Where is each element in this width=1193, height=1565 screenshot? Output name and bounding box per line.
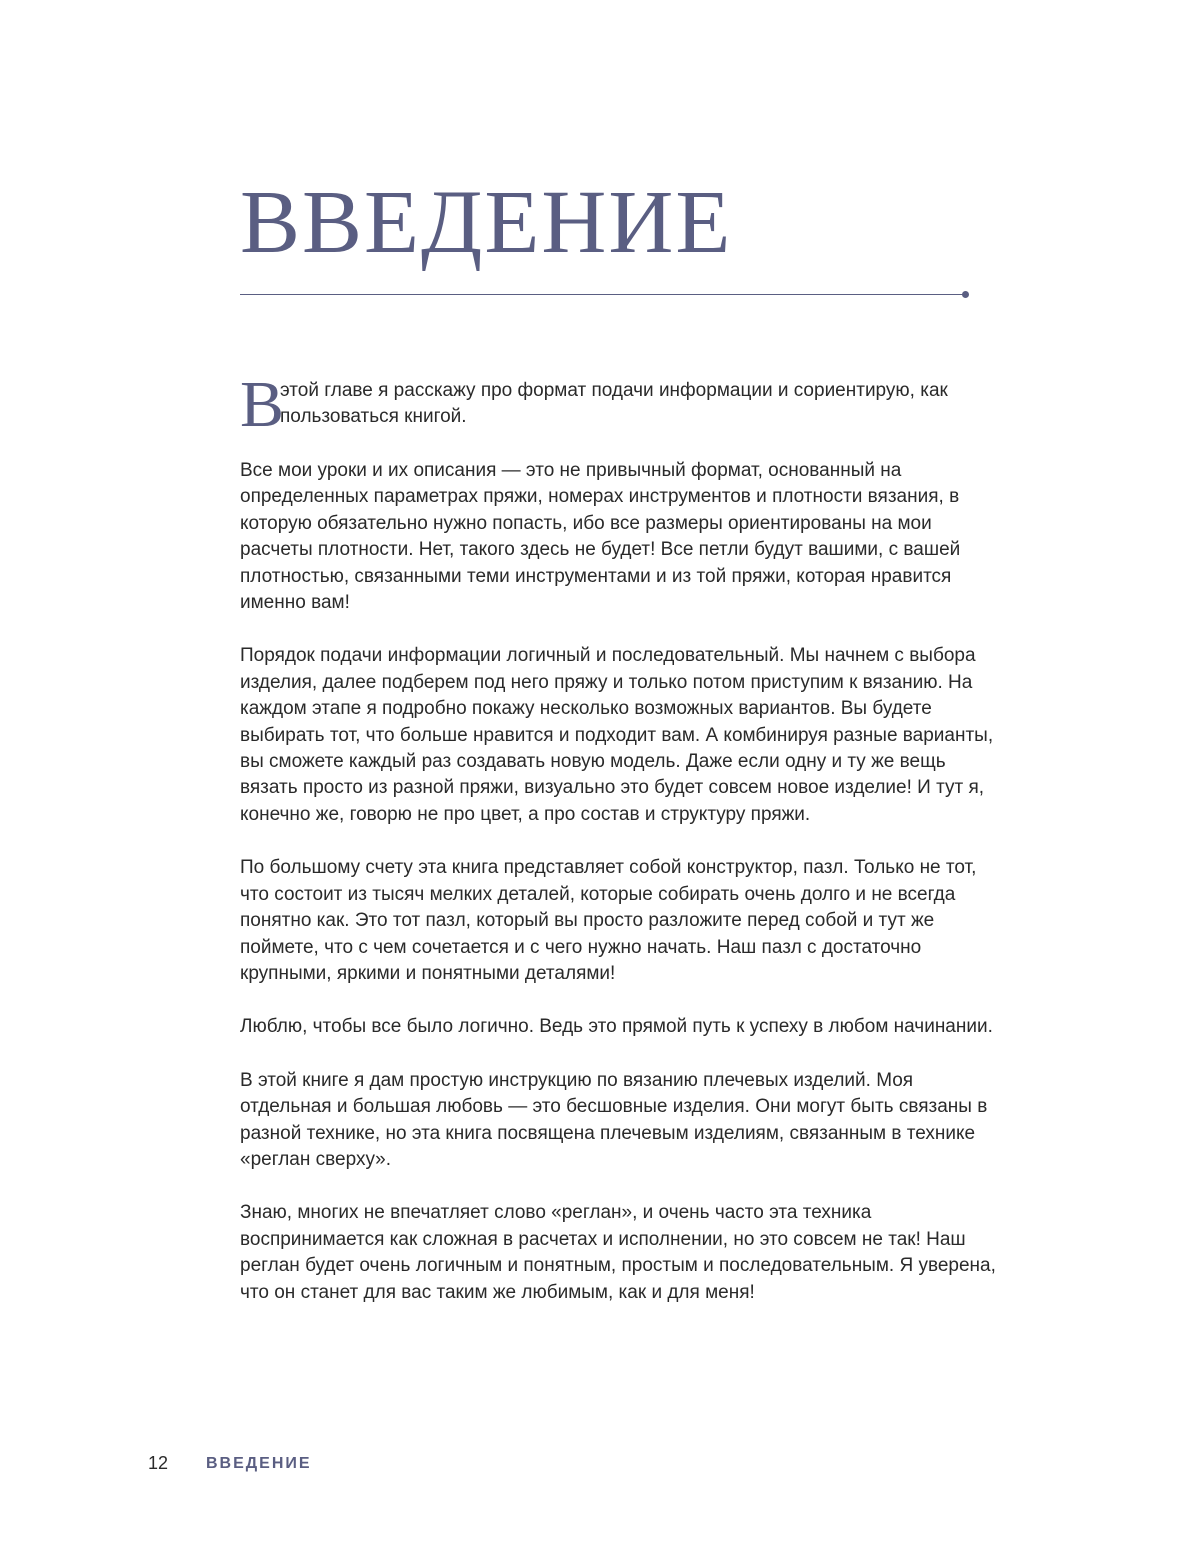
drop-cap: В xyxy=(240,368,285,441)
title-divider xyxy=(240,294,964,295)
page-number: 12 xyxy=(148,1453,169,1473)
lead-text: этой главе я расскажу про формат подачи информации и сориентирую, как пользоваться книгой. xyxy=(280,380,948,428)
paragraph: Все мои уроки и их описания — это не привычный формат, основанный на определенных параметрах пряжи, номерах инструментов и плотности вязания, в которую обязательно нужно попасть, ибо все размеры ориентированы на мои расчеты плотности. Нет, такого здесь не будет! Все петли будут вашими, с вашей плотностью, связанными теми инструментами и из той пряжи, которая нравится именно вам! xyxy=(240,460,961,614)
body-text xyxy=(240,368,996,1333)
running-title: ВВЕДЕНИЕ xyxy=(206,1455,312,1472)
paragraph: В этой книге я дам простую инструкцию по вязанию плечевых изделий. Моя отдельная и большая любовь — это бесшовные изделия. Они могут быть связаны в разной технике, но эта книга посвящена плечевым изделиям, связанным в технике «реглан сверху». xyxy=(240,1069,988,1170)
paragraph: По большому счету эта книга представляет собой конструктор, пазл. Только не тот, что состоит из тысяч мелких деталей, которые собирать очень долго и не всегда понятно как. Это тот пазл, который вы просто разложите перед собой и тут же поймете, что с чем сочетается и с чего нужно начать. Наш пазл с достаточно крупными, яркими и понятными деталями! xyxy=(240,857,977,984)
lead-paragraph xyxy=(240,368,996,441)
chapter-title: ВВЕДЕНИЕ xyxy=(240,173,733,272)
paragraph: Знаю, многих не впечатляет слово «реглан», и очень часто эта техника воспринимается как сложная в расчетах и исполнении, но это совсем не так! Наш реглан будет очень логичным и понятным, простым и последовательным. Я уверена, что он станет для вас таким же любимым, как и для меня! xyxy=(240,1202,996,1303)
paragraph: Порядок подачи информации логичный и последовательный. Мы начнем с выбора изделия, далее подберем под него пряжу и только потом приступим к вязанию. На каждом этапе я подробно покажу несколько возможных вариантов. Вы будете выбирать тот, что больше нравится и подходит вам. А комбинируя разные варианты, вы сможете каждый раз создавать новую модель. Даже если одну и ту же вещь вязать просто из разной пряжи, визуально это будет совсем новое изделие! И тут я, конечно же, говорю не про цвет, а про состав и структуру пряжи. xyxy=(240,645,994,825)
paragraph: Люблю, чтобы все было логично. Ведь это прямой путь к успеху в любом начинании. xyxy=(240,1016,993,1038)
divider-end-dot xyxy=(962,291,969,298)
